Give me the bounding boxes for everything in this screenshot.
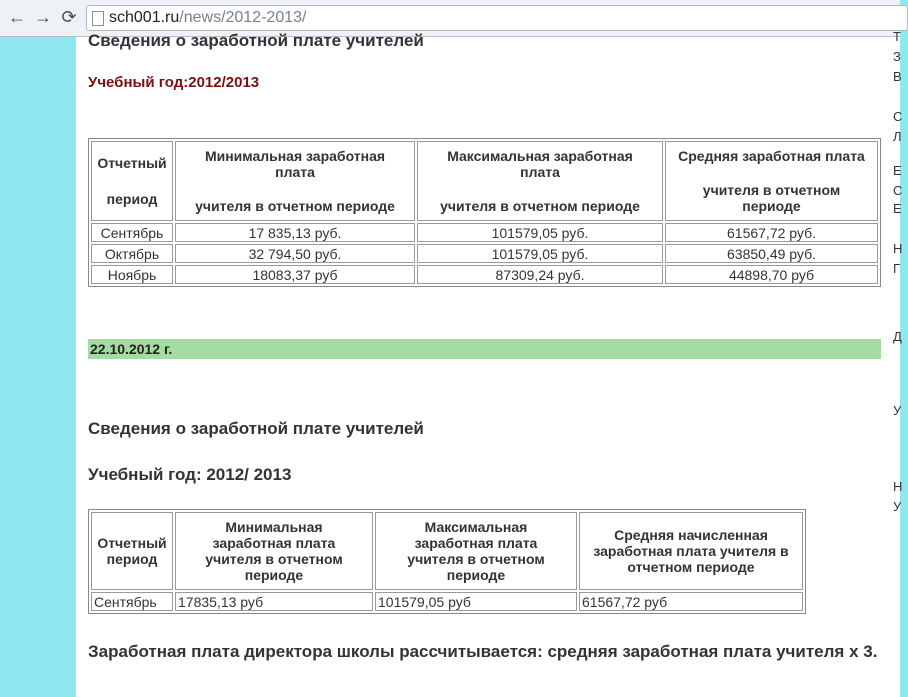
cell-month: Октябрь <box>91 244 173 263</box>
fragment-char: З <box>893 49 901 64</box>
header-line: заработная плата <box>212 535 336 551</box>
cell-max: 87309,24 руб. <box>417 265 663 284</box>
header-line: заработная плата учителя в <box>593 543 789 559</box>
header-line: Минимальная заработная <box>204 148 386 164</box>
header-line: плата <box>275 164 315 180</box>
section2-year: Учебный год: 2012/ 2013 <box>88 465 292 484</box>
header-line: отчетном периоде <box>627 559 755 575</box>
header-line: Средняя заработная плата <box>678 148 865 164</box>
header-line: учителя в отчетном <box>205 551 343 567</box>
address-bar[interactable] <box>86 5 908 31</box>
forward-arrow-icon[interactable]: → <box>34 7 52 27</box>
fragment-char: Н <box>893 241 903 256</box>
fragment-char: Д <box>893 329 902 344</box>
cell-min: 17 835,13 руб. <box>175 223 415 242</box>
fragment-char: Л <box>893 129 902 144</box>
header-max <box>417 141 663 221</box>
url-domain: sch001.ru <box>109 9 180 26</box>
header-max <box>375 512 577 590</box>
header-min <box>175 512 373 590</box>
header-line: периоде <box>244 567 304 583</box>
fragment-char: Т <box>893 29 901 44</box>
header-period <box>91 141 173 221</box>
table-header-row <box>91 512 803 590</box>
header-line: Отчетный <box>97 155 167 171</box>
salary-table-2 <box>88 509 806 614</box>
back-arrow-icon[interactable]: ← <box>8 7 26 27</box>
cell-month: Ноябрь <box>91 265 173 284</box>
right-sidebar-fragment <box>893 29 903 697</box>
header-line: период <box>106 191 158 207</box>
header-avg <box>579 512 803 590</box>
header-line: учителя в отчетном <box>702 182 841 198</box>
date-label: 22.10.2012 г. <box>88 339 881 359</box>
page-icon <box>92 11 104 26</box>
header-avg <box>665 141 878 221</box>
header-line: учителя в отчетном <box>407 551 545 567</box>
cell-month: Сентябрь <box>91 223 173 242</box>
table-row <box>91 592 803 611</box>
fragment-char: У <box>893 499 902 514</box>
header-line: периоде <box>742 198 801 214</box>
section2-title: Сведения о заработной плате учителей <box>88 419 424 438</box>
header-line: Средняя начисленная <box>614 527 768 543</box>
header-line: период <box>106 551 158 567</box>
cell-avg: 61567,72 руб <box>579 592 803 611</box>
cell-avg: 44898,70 руб <box>665 265 878 284</box>
cell-min: 17835,13 руб <box>175 592 373 611</box>
header-line: Максимальная заработная <box>447 148 633 164</box>
reload-icon[interactable]: ⟳ <box>61 7 77 27</box>
header-line: плата <box>520 164 560 180</box>
cell-min: 32 794,50 руб. <box>175 244 415 263</box>
fragment-char: Н <box>893 479 903 494</box>
section1-title: Сведения о заработной плате учителей <box>88 31 424 50</box>
table-row <box>91 244 878 263</box>
header-line: периоде <box>446 567 506 583</box>
fragment-char: Е <box>893 163 902 178</box>
fragment-char: С <box>893 183 903 198</box>
header-period <box>91 512 173 590</box>
cell-min: 18083,37 руб <box>175 265 415 284</box>
header-line: Минимальная <box>225 519 323 535</box>
table-row <box>91 265 878 284</box>
section1-year: Учебный год:2012/2013 <box>88 74 260 91</box>
header-line: учителя в отчетном периоде <box>440 198 640 214</box>
table-row <box>91 223 878 242</box>
url-path: /news/2012-2013/ <box>179 9 307 26</box>
fragment-char: Е <box>893 201 902 216</box>
header-line: Отчетный <box>97 535 167 551</box>
table-header-row <box>91 141 878 221</box>
fragment-char: С <box>893 109 903 124</box>
cell-month: Сентябрь <box>91 592 173 611</box>
cell-avg: 63850,49 руб. <box>665 244 878 263</box>
header-line: учителя в отчетном периоде <box>195 198 395 214</box>
header-line: заработная плата <box>414 535 538 551</box>
fragment-char: В <box>893 69 902 84</box>
page-content <box>76 31 893 697</box>
header-line: Максимальная <box>424 519 528 535</box>
cell-max: 101579,05 руб <box>375 592 577 611</box>
header-min <box>175 141 415 221</box>
cell-max: 101579,05 руб. <box>417 244 663 263</box>
director-salary-note: Заработная плата директора школы рассчитывается: средняя заработная плата учителя х 3. <box>88 642 878 661</box>
salary-table-1 <box>88 138 881 287</box>
cell-max: 101579,05 руб. <box>417 223 663 242</box>
cell-avg: 61567,72 руб. <box>665 223 878 242</box>
fragment-char: Г <box>893 261 901 276</box>
fragment-char: У <box>893 403 902 418</box>
